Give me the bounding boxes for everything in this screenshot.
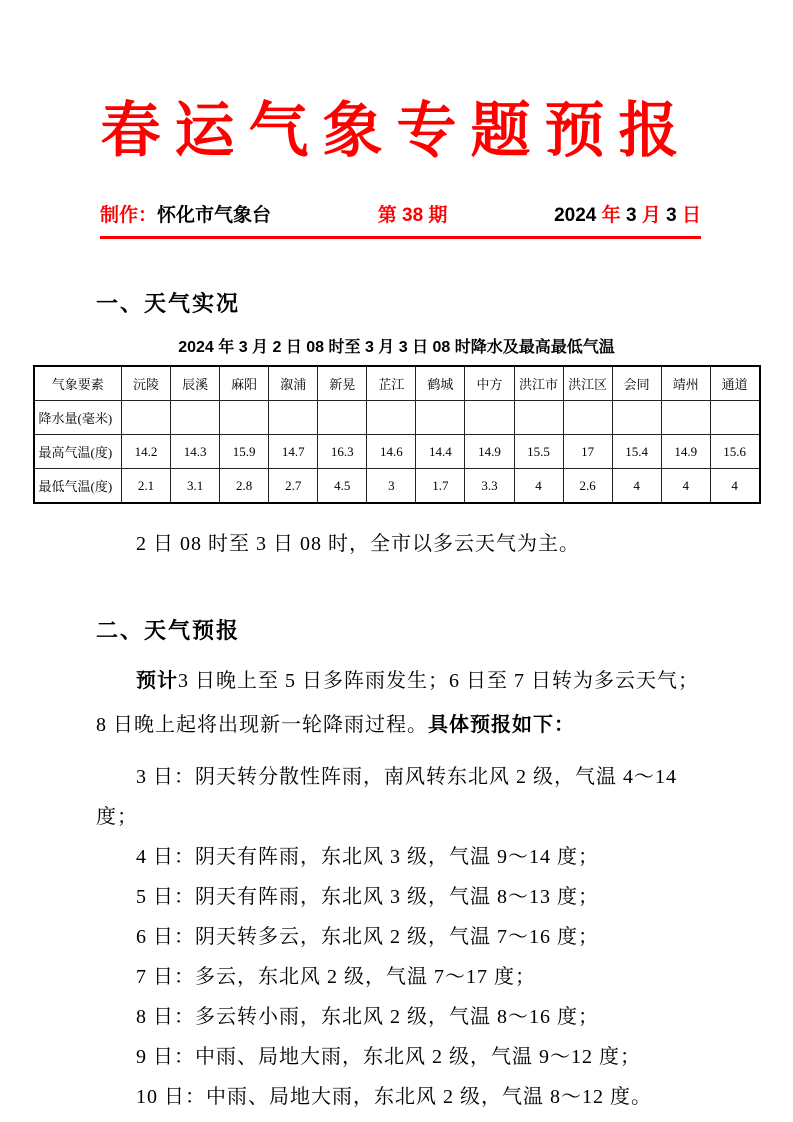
table-row bbox=[34, 469, 760, 504]
issue-date bbox=[554, 200, 701, 227]
table-cell: 3.3 bbox=[465, 469, 514, 504]
date-month: 3 bbox=[625, 205, 637, 226]
forecast-line-day9: 9 日：中雨、局地大雨，东北风 2 级，气温 9～12 度； bbox=[136, 1046, 641, 1068]
table-row bbox=[34, 401, 760, 435]
table-cell: 14.7 bbox=[269, 435, 318, 469]
producer-name: 怀化市气象台 bbox=[157, 205, 272, 226]
table-cell: 3.1 bbox=[171, 469, 220, 504]
table-cell: 4.5 bbox=[318, 469, 367, 504]
table-cell: 2.1 bbox=[122, 469, 171, 504]
forecast-intro-text: 3 日晚上至 5 日多阵雨发生；6 日至 7 日转为多云天气；8 日晚上起将出现新一轮降雨过程。 bbox=[96, 670, 699, 736]
producer bbox=[100, 200, 271, 227]
table-cell: 1.7 bbox=[416, 469, 465, 504]
date-month-label: 月 bbox=[641, 205, 661, 226]
row-label: 最高气温(度) bbox=[34, 435, 122, 469]
table-header-cell: 沅陵 bbox=[122, 366, 171, 401]
forecast-intro-tail: 具体预报如下： bbox=[428, 714, 575, 736]
table-cell: 14.3 bbox=[171, 435, 220, 469]
table-cell: 2.8 bbox=[220, 469, 269, 504]
row-label: 降水量(毫米) bbox=[34, 401, 122, 435]
table-row bbox=[34, 435, 760, 469]
table-cell bbox=[269, 401, 318, 435]
table-cell: 14.9 bbox=[465, 435, 514, 469]
forecast-line-day4: 4 日：阴天有阵雨，东北风 3 级，气温 9～14 度； bbox=[136, 846, 599, 868]
table-cell: 14.6 bbox=[367, 435, 416, 469]
table-header-cell: 洪江区 bbox=[563, 366, 612, 401]
weather-summary-paragraph: 2 日 08 时至 3 日 08 时，全市以多云天气为主。 bbox=[136, 533, 580, 555]
table-header-cell: 洪江市 bbox=[514, 366, 563, 401]
table-header-cell: 气象要素 bbox=[34, 366, 122, 401]
table-cell bbox=[122, 401, 171, 435]
table-header-cell: 通道 bbox=[710, 366, 759, 401]
table-cell bbox=[661, 401, 710, 435]
table-cell: 4 bbox=[661, 469, 710, 504]
table-header-cell: 麻阳 bbox=[220, 366, 269, 401]
table-cell: 4 bbox=[710, 469, 759, 504]
table-cell: 14.2 bbox=[122, 435, 171, 469]
table-header-cell: 靖州 bbox=[661, 366, 710, 401]
masthead-issue-line bbox=[100, 200, 701, 227]
table-cell: 16.3 bbox=[318, 435, 367, 469]
table-cell bbox=[563, 401, 612, 435]
table-cell bbox=[318, 401, 367, 435]
date-year: 2024 bbox=[554, 205, 597, 226]
table-cell bbox=[612, 401, 661, 435]
table-cell: 2.7 bbox=[269, 469, 318, 504]
issue-number: 第 38 期 bbox=[377, 205, 448, 226]
weather-table-title: 2024 年 3 月 2 日 08 时至 3 月 3 日 08 时降水及最高最低气温 bbox=[178, 339, 615, 356]
table-header-cell: 新晃 bbox=[318, 366, 367, 401]
table-cell bbox=[416, 401, 465, 435]
table-header-cell: 辰溪 bbox=[171, 366, 220, 401]
forecast-line-day8: 8 日：多云转小雨，东北风 2 级，气温 8～16 度； bbox=[136, 1006, 599, 1028]
table-cell bbox=[465, 401, 514, 435]
table-cell bbox=[367, 401, 416, 435]
table-cell: 14.9 bbox=[661, 435, 710, 469]
table-header-cell: 鹤城 bbox=[416, 366, 465, 401]
table-cell bbox=[220, 401, 269, 435]
table-cell: 15.9 bbox=[220, 435, 269, 469]
page-title: 春运气象专题预报 bbox=[100, 98, 693, 164]
section-2-heading: 二、天气预报 bbox=[96, 618, 241, 643]
forecast-line-day6: 6 日：阴天转多云，东北风 2 级，气温 7～16 度； bbox=[136, 926, 599, 948]
forecast-intro-lead: 预计 bbox=[136, 670, 178, 692]
masthead-divider bbox=[100, 236, 701, 239]
forecast-line-day3: 3 日：阴天转分散性阵雨，南风转东北风 2 级，气温 4～14 度； bbox=[96, 766, 677, 828]
forecast-line-day10: 10 日：中雨、局地大雨，东北风 2 级，气温 8～12 度。 bbox=[136, 1086, 652, 1108]
table-cell: 14.4 bbox=[416, 435, 465, 469]
table-cell: 4 bbox=[514, 469, 563, 504]
date-day-label: 日 bbox=[681, 205, 701, 226]
date-day: 3 bbox=[666, 205, 677, 226]
table-cell: 4 bbox=[612, 469, 661, 504]
table-cell: 17 bbox=[563, 435, 612, 469]
table-cell bbox=[171, 401, 220, 435]
table-header-cell: 会同 bbox=[612, 366, 661, 401]
table-cell: 15.6 bbox=[710, 435, 759, 469]
table-cell: 15.4 bbox=[612, 435, 661, 469]
table-cell bbox=[514, 401, 563, 435]
forecast-intro-paragraph bbox=[96, 659, 703, 747]
table-header-row bbox=[34, 366, 760, 401]
table-cell: 3 bbox=[367, 469, 416, 504]
table-cell: 2.6 bbox=[563, 469, 612, 504]
weather-table bbox=[33, 365, 761, 504]
table-cell bbox=[710, 401, 759, 435]
row-label: 最低气温(度) bbox=[34, 469, 122, 504]
section-1-heading: 一、天气实况 bbox=[96, 291, 241, 316]
forecast-line-day5: 5 日：阴天有阵雨，东北风 3 级，气温 8～13 度； bbox=[136, 886, 599, 908]
date-year-label: 年 bbox=[601, 205, 621, 226]
table-header-cell: 中方 bbox=[465, 366, 514, 401]
table-header-cell: 芷江 bbox=[367, 366, 416, 401]
producer-label: 制作： bbox=[100, 205, 158, 226]
table-header-cell: 溆浦 bbox=[269, 366, 318, 401]
forecast-line-day7: 7 日：多云，东北风 2 级，气温 7～17 度； bbox=[136, 966, 536, 988]
table-cell: 15.5 bbox=[514, 435, 563, 469]
